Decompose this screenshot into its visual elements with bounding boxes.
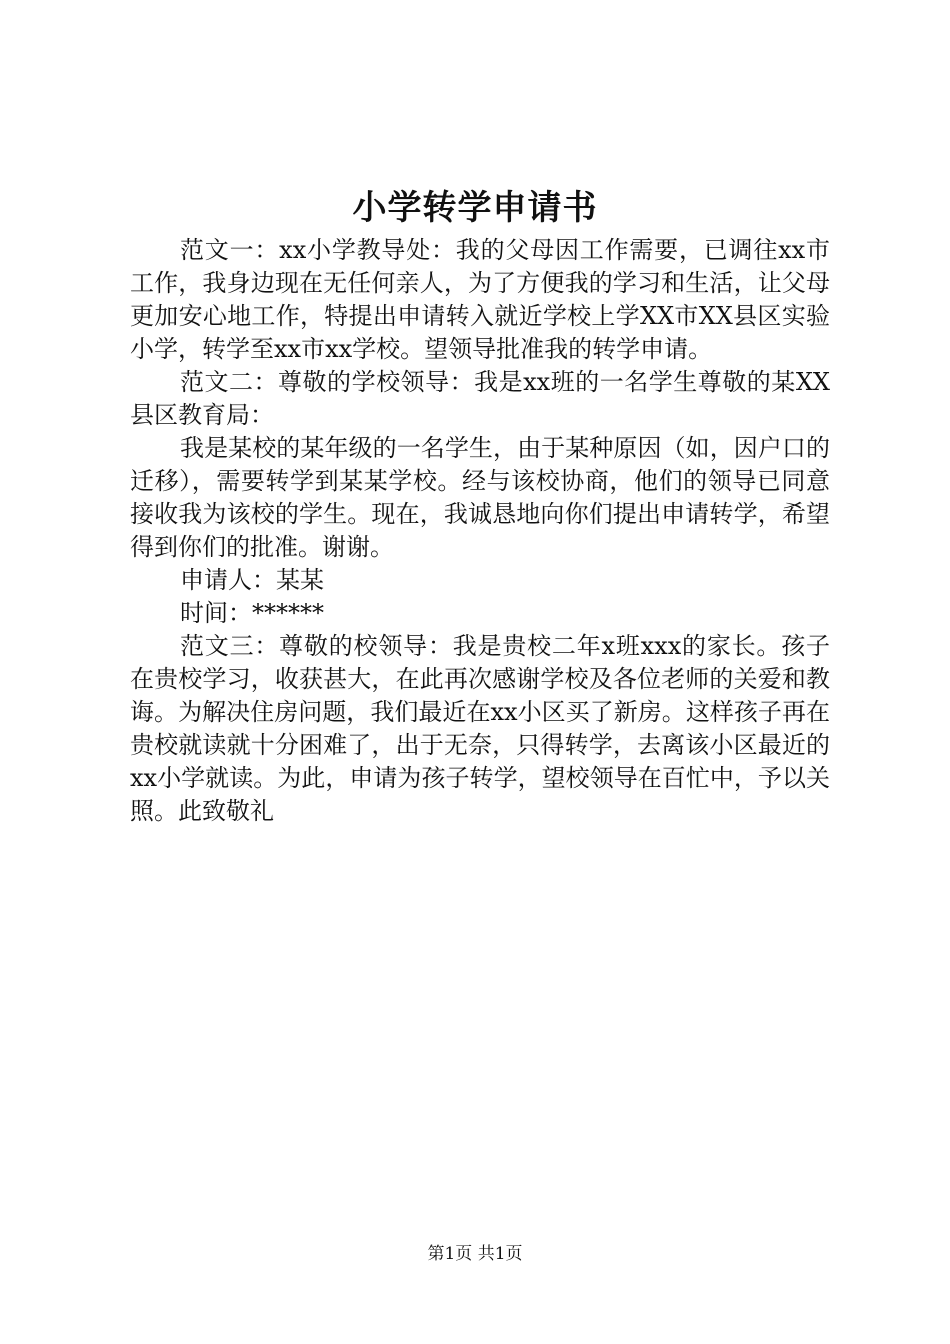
date-line: 时间：****** [180,599,324,627]
applicant-line: 申请人：某某 [180,566,324,594]
paragraph-sample-one: 范文一：xx小学教导处：我的父母因工作需要，已调往xx市工作，我身边现在无任何亲人，为了方便我的学习和生活，让父母更加安心地工作，特提出申请转入就近学校上学XX市XX县区实验小学，转学至xx市xx学校。望领导批准我的转学申请。 [130,236,830,363]
paragraph-sample-two: 范文二：尊敬的学校领导：我是xx班的一名学生尊敬的某XX县区教育局： [130,368,830,429]
paragraph-sample-three: 范文三：尊敬的校领导：我是贵校二年x班xxx的家长。孩子在贵校学习，收获甚大，在此再次感谢学校及各位老师的关爱和教诲。为解决住房问题，我们最近在xx小区买了新房。这样孩子再在贵校就读就十分困难了，出于无奈，只得转学，去离该小区最近的xx小学就读。为此，申请为孩子转学，望校领导在百忙中，予以关照。此致敬礼 [130,632,830,825]
page-footer: 第1页 共1页 [427,1244,523,1264]
paragraph-sample-two-body: 我是某校的某年级的一名学生，由于某种原因（如，因户口的迁移），需要转学到某某学校。经与该校协商，他们的领导已同意接收我为该校的学生。现在，我诚恳地向你们提出申请转学，希望得到你们的批准。谢谢。 [130,434,830,561]
document-title: 小学转学申请书 [352,188,598,228]
document-body [130,234,830,828]
